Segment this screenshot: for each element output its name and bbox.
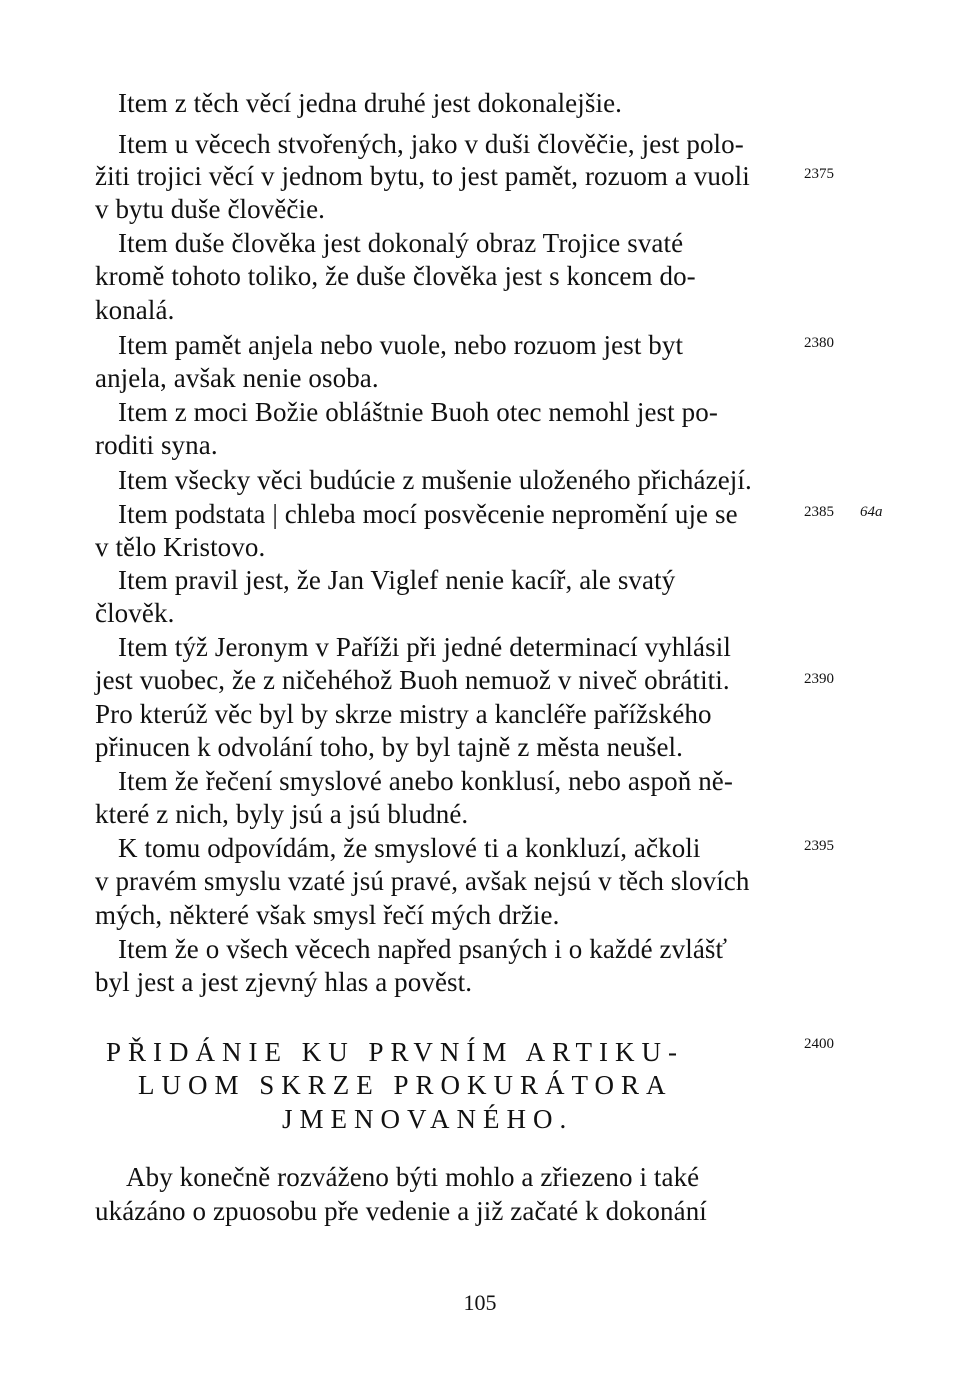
text-line-9: anjela, avšak nenie osoba. xyxy=(95,363,379,393)
section-heading-line-1: PŘIDÁNIE KU PRVNÍM ARTIKU- xyxy=(106,1037,684,1067)
text-line-17: Item týž Jeronym v Paříži při jedné determinací vyhlásil xyxy=(118,632,731,662)
text-line-18: jest vuobec, že z ničehéhož Buoh nemuož v niveč obrátiti. xyxy=(95,665,730,695)
text-line-1: Item z těch věcí jedna druhé jest dokonalejšie. xyxy=(118,88,623,118)
line-number-2375: 2375 xyxy=(804,166,834,182)
text-line-13: Item podstata | chleba mocí posvěcenie nepromění uje se xyxy=(118,499,738,529)
text-line-20: přinucen k odvolání toho, by byl tajně z města neušel. xyxy=(95,732,684,762)
text-line-7: konalá. xyxy=(95,295,175,325)
text-line-22: které z nich, byly jsú a jsú bludné. xyxy=(95,799,469,829)
text-line-14: v tělo Kristovo. xyxy=(95,532,266,562)
text-line-12: Item všecky věci budúcie z mušenie uloženého přicházejí. xyxy=(118,465,752,495)
text-line-3: žiti trojici věcí v jednom bytu, to jest pamět, rozuom a vuoli xyxy=(95,161,750,191)
line-number-2380: 2380 xyxy=(804,335,834,351)
text-line-11: roditi syna. xyxy=(95,430,218,460)
text-line-8: Item pamět anjela nebo vuole, nebo rozuom jest byt xyxy=(118,330,684,360)
line-number-2385: 2385 xyxy=(804,504,834,520)
text-line-10: Item z moci Božie obláštnie Buoh otec nemohl jest po- xyxy=(118,397,718,427)
text-line-6: kromě tohoto toliko, že duše člověka jest s koncem do- xyxy=(95,261,696,291)
text-line-21: Item že řečení smyslové anebo konklusí, nebo aspoň ně- xyxy=(118,766,733,796)
folio-mark: 64a xyxy=(860,504,883,520)
text-line-26: Item že o všech věcech napřed psaných i o každé zvlášť xyxy=(118,934,728,964)
closing-line-2: ukázáno o zpuosobu pře vedenie a již začaté k dokonání xyxy=(95,1196,707,1226)
page-number: 105 xyxy=(463,1290,497,1315)
text-line-15: Item pravil jest, že Jan Viglef nenie kacíř, ale svatý xyxy=(118,565,676,595)
section-heading-line-3: JMENOVANÉHO. xyxy=(282,1104,574,1134)
text-line-23: K tomu odpovídám, že smyslové ti a konkluzí, ačkoli xyxy=(118,833,701,863)
closing-line-1: Aby konečně rozváženo býti mohlo a zřiezeno i také xyxy=(126,1162,700,1192)
text-line-19: Pro kterúž věc byl by skrze mistry a kancléře pařížského xyxy=(95,699,712,729)
text-line-24: v pravém smyslu vzaté jsú pravé, avšak nejsú v těch slovích xyxy=(95,866,750,896)
text-line-5: Item duše člověka jest dokonalý obraz Trojice svaté xyxy=(118,228,684,258)
line-number-2395: 2395 xyxy=(804,838,834,854)
text-line-16: člověk. xyxy=(95,598,175,628)
line-number-2390: 2390 xyxy=(804,671,834,687)
section-heading-line-2: LUOM SKRZE PROKURÁTORA xyxy=(138,1070,673,1100)
line-number-2400: 2400 xyxy=(804,1036,834,1052)
text-line-27: byl jest a jest zjevný hlas a pověst. xyxy=(95,967,473,997)
text-line-2: Item u věcech stvořených, jako v duši člověčie, jest polo- xyxy=(118,129,744,159)
text-line-4: v bytu duše člověčie. xyxy=(95,194,326,224)
text-line-25: mých, některé však smysl řečí mých držie. xyxy=(95,900,560,930)
